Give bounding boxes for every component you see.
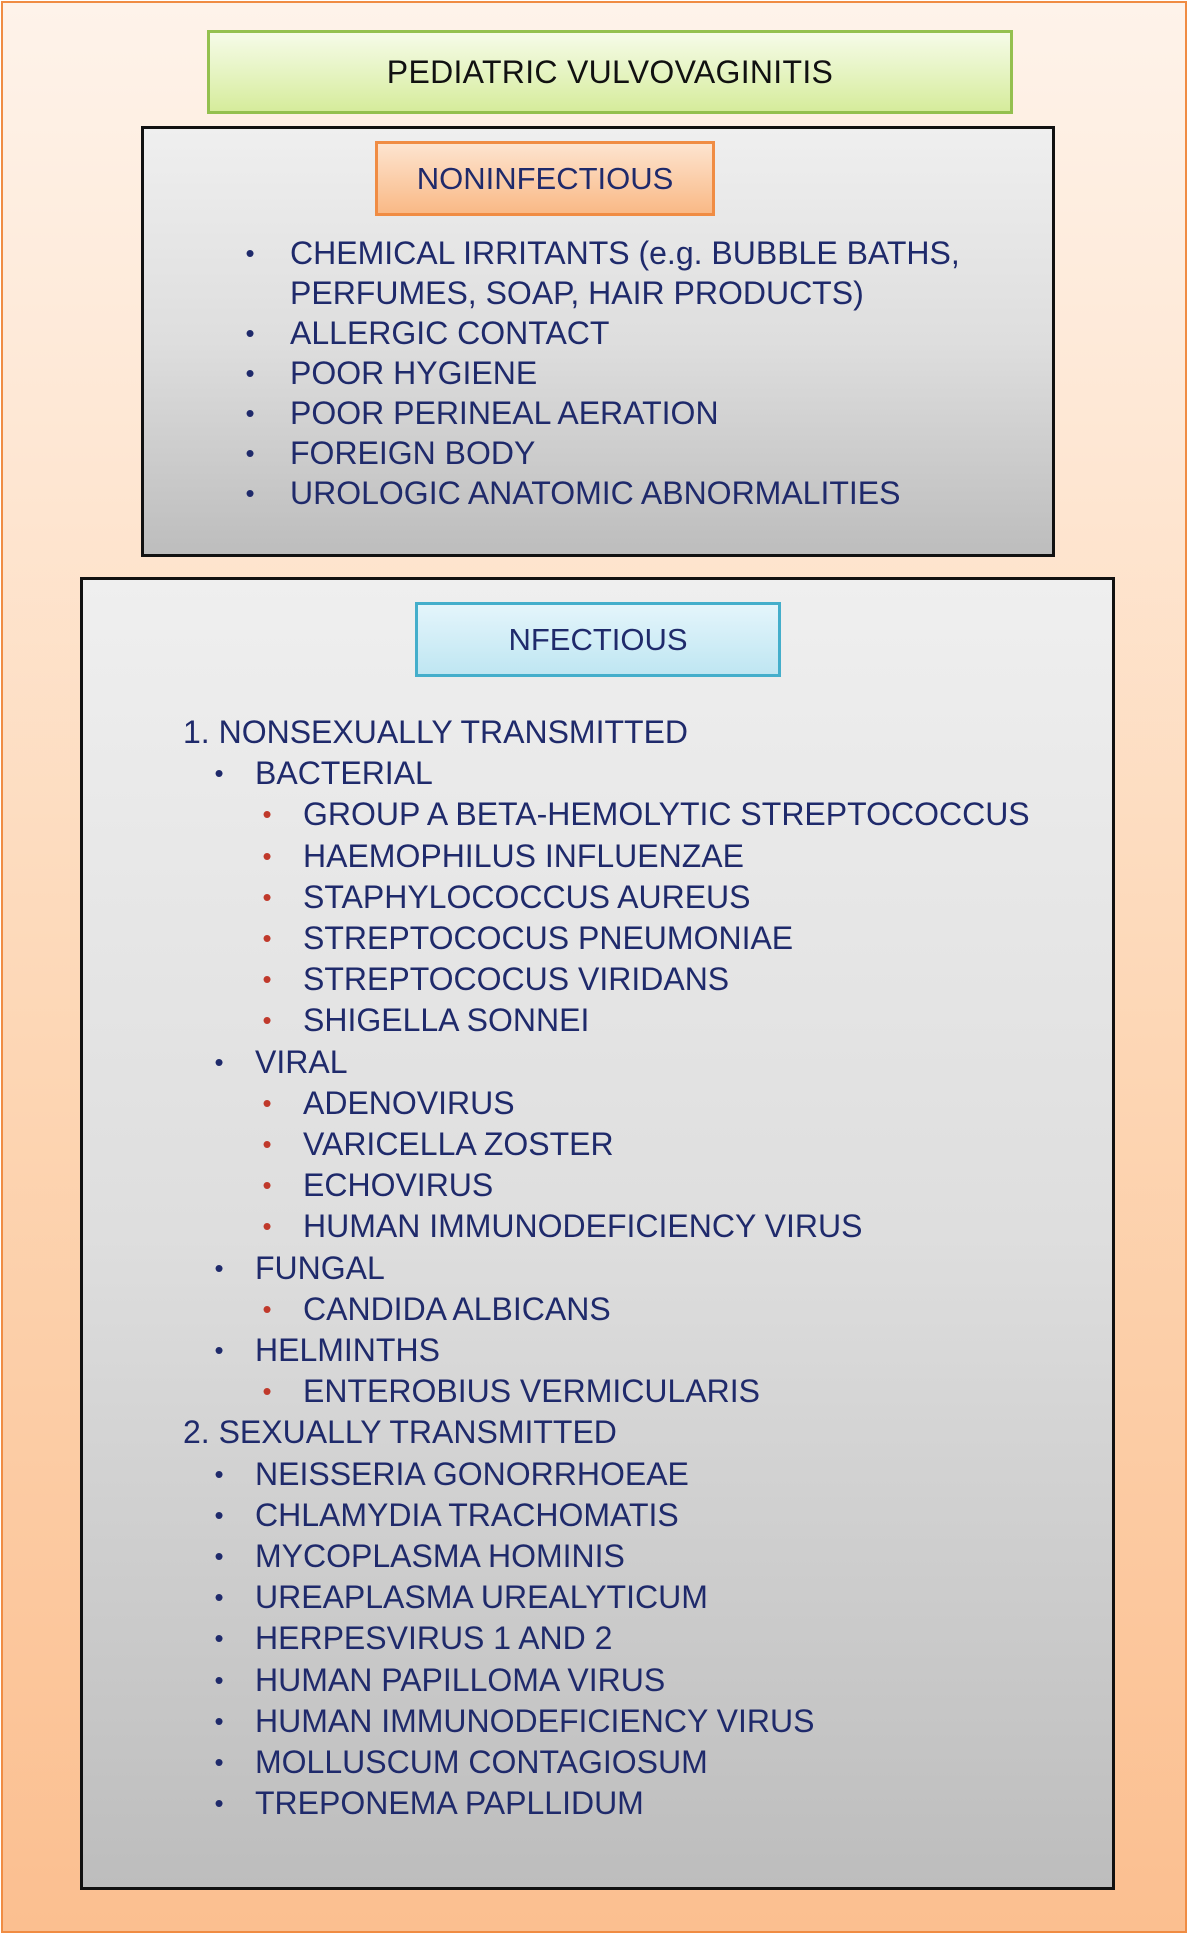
category-label: VIRAL [255, 1043, 348, 1080]
list-item [183, 1000, 1103, 1041]
noninfectious-panel [141, 126, 1055, 557]
list-item [210, 393, 1040, 433]
bullet-icon: • [214, 1499, 224, 1530]
infectious-panel [80, 577, 1115, 1890]
bullet-icon: • [214, 1623, 224, 1654]
list-item [183, 1577, 1103, 1618]
red-bullet-icon: • [262, 1129, 272, 1160]
organism-name: STREPTOCOCUS PNEUMONIAE [303, 920, 794, 957]
noninfectious-item: POOR HYGIENE [290, 355, 538, 391]
sexual-heading: 2. SEXUALLY TRANSMITTED [183, 1414, 617, 1451]
noninfectious-item: UROLOGIC ANATOMIC ABNORMALITIES [290, 475, 901, 511]
bullet-icon: • [214, 1705, 224, 1736]
bullet-icon: • [214, 1747, 224, 1778]
list-item [210, 353, 1040, 393]
red-bullet-icon: • [262, 1376, 272, 1407]
list-item [183, 1536, 1103, 1577]
list-item [183, 959, 1103, 1000]
bullet-icon: • [245, 358, 255, 388]
category-helminths [183, 1330, 1103, 1371]
list-item [183, 1124, 1103, 1165]
list-item [183, 1701, 1103, 1742]
bullet-icon: • [214, 1046, 224, 1077]
category-label: FUNGAL [255, 1249, 385, 1286]
noninfectious-list [210, 233, 1040, 513]
organism-name: HAEMOPHILUS INFLUENZAE [303, 837, 744, 874]
organism-name: MOLLUSCUM CONTAGIOSUM [255, 1744, 708, 1781]
diagram-frame [1, 1, 1187, 1933]
diagram-title: PEDIATRIC VULVOVAGINITIS [207, 30, 1013, 114]
organism-name: STREPTOCOCUS VIRIDANS [303, 961, 730, 998]
bullet-icon: • [214, 1582, 224, 1613]
organism-name: TREPONEMA PAPLLIDUM [255, 1785, 644, 1822]
bullet-icon: • [214, 1541, 224, 1572]
list-item [183, 877, 1103, 918]
organism-name: ENTEROBIUS VERMICULARIS [303, 1373, 760, 1410]
list-item [183, 836, 1103, 877]
red-bullet-icon: • [262, 1087, 272, 1118]
bullet-icon: • [214, 1788, 224, 1819]
bullet-icon: • [245, 318, 255, 348]
noninfectious-item: CHEMICAL IRRITANTS (e.g. BUBBLE BATHS, PERFUMES, SOAP, HAIR PRODUCTS) [290, 235, 960, 311]
organism-name: SHIGELLA SONNEI [303, 1002, 590, 1039]
list-item [210, 233, 1040, 313]
list-item [183, 1783, 1103, 1824]
organism-name: STAPHYLOCOCCUS AUREUS [303, 878, 751, 915]
organism-name: NEISSERIA GONORRHOEAE [255, 1455, 689, 1492]
organism-name: ADENOVIRUS [303, 1084, 515, 1121]
nonsexual-heading: 1. NONSEXUALLY TRANSMITTED [183, 714, 689, 750]
list-item [183, 1083, 1103, 1124]
list-item [183, 1618, 1103, 1659]
red-bullet-icon: • [262, 1293, 272, 1324]
category-label: BACTERIAL [255, 755, 433, 792]
red-bullet-icon: • [262, 1170, 272, 1201]
list-item [183, 1165, 1103, 1206]
red-bullet-icon: • [262, 1005, 272, 1036]
bullet-icon: • [214, 1664, 224, 1695]
list-item [183, 1742, 1103, 1783]
red-bullet-icon: • [262, 964, 272, 995]
organism-name: ECHOVIRUS [303, 1167, 494, 1204]
red-bullet-icon: • [262, 1211, 272, 1242]
category-fungal [183, 1248, 1103, 1289]
noninfectious-heading: NONINFECTIOUS [375, 141, 715, 216]
list-item [183, 1454, 1103, 1495]
list-item [183, 1206, 1103, 1247]
organism-name: HUMAN IMMUNODEFICIENCY VIRUS [303, 1208, 863, 1245]
organism-name: MYCOPLASMA HOMINIS [255, 1538, 625, 1575]
list-item [183, 794, 1103, 835]
list-item [183, 1660, 1103, 1701]
organism-name: CANDIDA ALBICANS [303, 1290, 611, 1327]
organism-name: UREAPLASMA UREALYTICUM [255, 1579, 708, 1616]
list-item [210, 433, 1040, 473]
list-item [183, 1371, 1103, 1412]
bullet-icon: • [245, 398, 255, 428]
list-item [183, 1495, 1103, 1536]
category-bacterial [183, 753, 1103, 794]
red-bullet-icon: • [262, 923, 272, 954]
infectious-list [183, 712, 1103, 1824]
organism-name: GROUP A BETA-HEMOLYTIC STREPTOCOCCUS [303, 796, 1030, 833]
category-label: HELMINTHS [255, 1332, 440, 1369]
organism-name: CHLAMYDIA TRACHOMATIS [255, 1496, 679, 1533]
bullet-icon: • [245, 438, 255, 468]
bullet-icon: • [214, 1252, 224, 1283]
noninfectious-item: POOR PERINEAL AERATION [290, 395, 719, 431]
list-item [210, 473, 1040, 513]
organism-name: VARICELLA ZOSTER [303, 1126, 614, 1163]
list-item [183, 918, 1103, 959]
red-bullet-icon: • [262, 881, 272, 912]
list-item [183, 1289, 1103, 1330]
organism-name: HUMAN IMMUNODEFICIENCY VIRUS [255, 1702, 815, 1739]
infectious-heading: NFECTIOUS [415, 602, 781, 677]
bullet-icon: • [245, 478, 255, 508]
red-bullet-icon: • [262, 799, 272, 830]
noninfectious-item: FOREIGN BODY [290, 435, 536, 471]
bullet-icon: • [214, 758, 224, 789]
list-item [210, 313, 1040, 353]
organism-name: HUMAN PAPILLOMA VIRUS [255, 1661, 666, 1698]
noninfectious-item: ALLERGIC CONTACT [290, 315, 610, 351]
bullet-icon: • [214, 1335, 224, 1366]
bullet-icon: • [214, 1458, 224, 1489]
organism-name: HERPESVIRUS 1 AND 2 [255, 1620, 613, 1657]
bullet-icon: • [245, 238, 255, 268]
category-viral [183, 1042, 1103, 1083]
red-bullet-icon: • [262, 840, 272, 871]
